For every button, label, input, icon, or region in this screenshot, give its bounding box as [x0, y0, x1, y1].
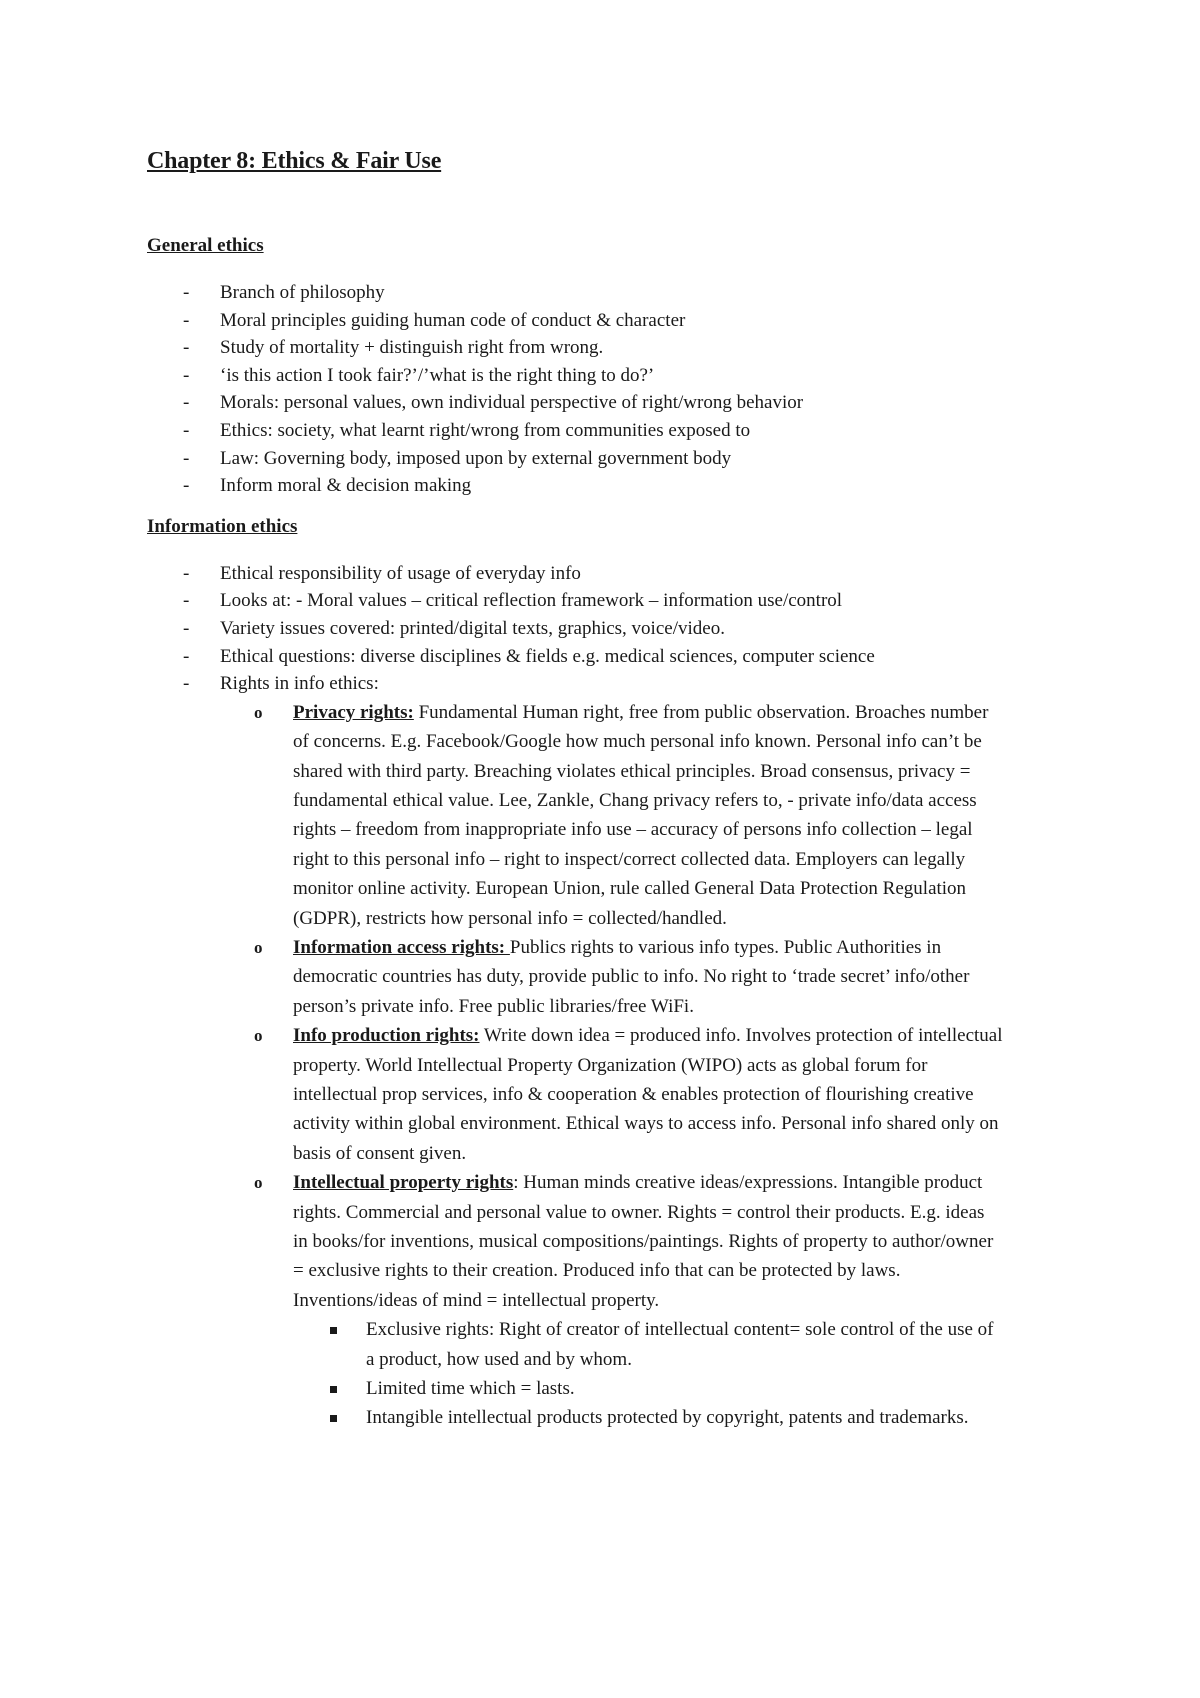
rights-item-information-access — [220, 933, 1003, 1021]
bullet-icon: o — [254, 702, 263, 722]
square-bullet-icon — [330, 1415, 337, 1422]
list-item — [293, 1315, 1003, 1374]
general-ethics-list — [147, 279, 1100, 500]
list-item — [293, 1403, 1003, 1432]
square-bullet-icon — [330, 1386, 337, 1393]
list-item: - Inform moral & decision making — [147, 472, 1100, 500]
rights-label: Information access rights: — [293, 936, 510, 958]
rights-text: Fundamental Human right, free from public observation. Broaches number of concerns. E.g. Facebook/Google how much personal info known. Personal info can’t be shared with third party. Breaching violates ethical principles. Broad consensus, privacy = fundamental ethical value. Lee, Zankle, Chang privacy refers to, - private info/data access rights – freedom from inappropriate info use – accuracy of persons info collection – legal right to this personal info – right to inspect/correct collected data. Employers can legally monitor online activity. European Union, rule called General Data Protection Regulation (GDPR), restricts how personal info = collected/handled. — [293, 701, 989, 929]
list-item: - Variety issues covered: printed/digital texts, graphics, voice/video. — [147, 615, 1100, 643]
rights-text: Publics rights to various info types. Public Authorities in democratic countries has duty, provide public to info. No right to ‘trade secret’ info/other person’s private info. Free public libraries/free WiFi. — [293, 936, 970, 1017]
subitem-text: Limited time which = lasts. — [366, 1378, 575, 1400]
rights-text: Write down idea = produced info. Involves protection of intellectual property. World Intellectual Property Organization (WIPO) acts as global forum for intellectual prop services, info & cooperation & enables protection of flourishing creative activity within global environment. Ethical ways to access info. Personal info shared only on basis of consent given. — [293, 1025, 1003, 1164]
subitem-text: Exclusive rights: Right of creator of intellectual content= sole control of the use of a product, how used and by whom. — [366, 1319, 994, 1370]
list-item: - Looks at: - Moral values – critical reflection framework – information use/control — [147, 587, 1100, 615]
bullet-icon: o — [254, 937, 263, 957]
list-item: - Morals: personal values, own individual perspective of right/wrong behavior — [147, 389, 1100, 417]
list-item: - Law: Governing body, imposed upon by external government body — [147, 445, 1100, 473]
rights-label: Info production rights: — [293, 1025, 480, 1047]
rights-label: Intellectual property rights — [293, 1172, 514, 1194]
rights-item-info-production — [220, 1021, 1003, 1168]
intellectual-property-sublist — [293, 1315, 1003, 1433]
rights-text: : Human minds creative ideas/expressions. Intangible product rights. Commercial and personal value to owner. Rights = control their products. E.g. ideas in books/for inventions, musical compositions/paintings. Rights of property to author/owner = exclusive rights to their creation. Produced info that can be protected by laws. Inventions/ideas of mind = intellectual property. — [293, 1172, 994, 1311]
list-item: - Branch of philosophy — [147, 279, 1100, 307]
list-item: - Ethical questions: diverse disciplines & fields e.g. medical sciences, computer science — [147, 643, 1100, 671]
bullet-icon: o — [254, 1173, 263, 1193]
section-heading-information-ethics: Information ethics — [147, 515, 298, 537]
page-title: Chapter 8: Ethics & Fair Use — [147, 148, 442, 174]
list-item: - Ethics: society, what learnt right/wrong from communities exposed to — [147, 417, 1100, 445]
subitem-text: Intangible intellectual products protected by copyright, patents and trademarks. — [366, 1407, 969, 1429]
square-bullet-icon — [330, 1327, 337, 1334]
list-item — [293, 1374, 1003, 1403]
rights-item-intellectual-property — [220, 1168, 1003, 1433]
rights-list — [220, 698, 1100, 1433]
list-item: - Ethical responsibility of usage of everyday info — [147, 560, 1100, 588]
information-ethics-list — [147, 560, 1100, 1433]
list-item-rights — [147, 670, 1100, 1433]
rights-intro: Rights in info ethics: — [220, 673, 379, 695]
rights-label: Privacy rights: — [293, 701, 414, 723]
list-item: - Study of mortality + distinguish right from wrong. — [147, 334, 1100, 362]
section-heading-general-ethics: General ethics — [147, 235, 264, 256]
list-item: - Moral principles guiding human code of conduct & character — [147, 307, 1100, 335]
bullet-icon: o — [254, 1026, 263, 1046]
rights-item-privacy — [220, 698, 1003, 933]
list-item: - ‘is this action I took fair?’/’what is the right thing to do?’ — [147, 362, 1100, 390]
